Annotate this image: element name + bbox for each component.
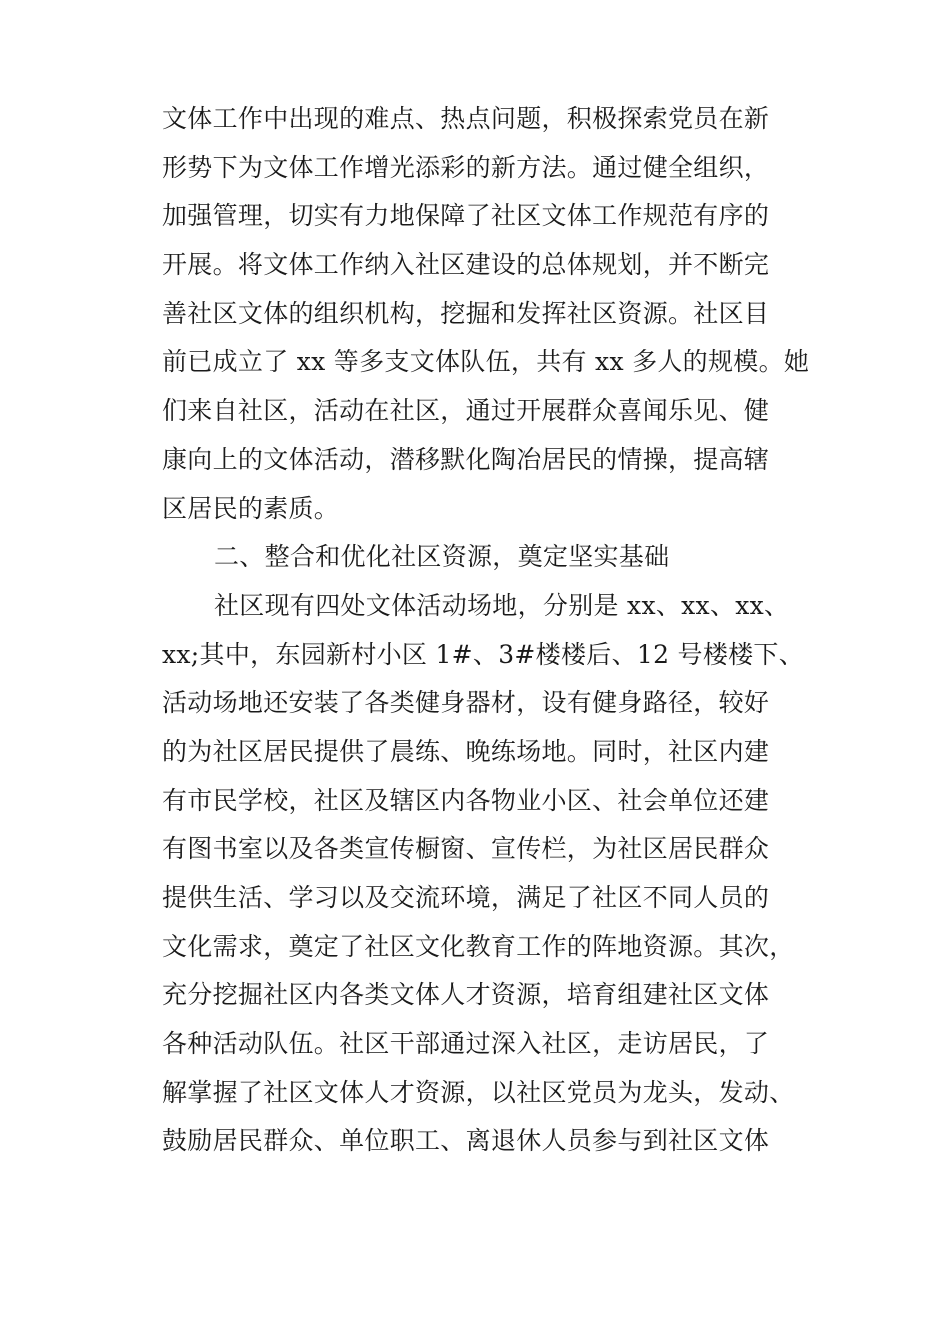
text-line: xx;其中，东园新村小区 1#、3#楼楼后、12 号楼楼下、 (162, 639, 805, 669)
text-line: 开展。将文体工作纳入社区建设的总体规划，并不断完 (162, 250, 770, 280)
text-line: 康向上的文体活动，潜移默化陶冶居民的情操，提高辖 (162, 444, 770, 474)
text-line: 的为社区居民提供了晨练、晚练场地。同时，社区内建 (162, 736, 770, 766)
text-line: 区居民的素质。 (162, 493, 340, 523)
text-line: 文体工作中出现的难点、热点问题，积极探索党员在新 (162, 104, 770, 133)
text-line: 们来自社区，活动在社区，通过开展群众喜闻乐见、健 (162, 396, 770, 426)
text-line: 形势下为文体工作增光添彩的新方法。通过健全组织， (162, 152, 770, 182)
body-text (162, 95, 810, 1166)
text-line: 充分挖掘社区内各类文体人才资源，培育组建社区文体 (162, 980, 770, 1010)
text-line: 活动场地还安装了各类健身器材，设有健身路径，较好 (162, 688, 770, 718)
text-line: 前已成立了 xx 等多支文体队伍，共有 xx 多人的规模。她 (162, 347, 810, 377)
text-line: 提供生活、学习以及交流环境，满足了社区不同人员的 (162, 883, 770, 912)
text-line: 解掌握了社区文体人才资源，以社区党员为龙头，发动、 (162, 1077, 795, 1107)
text-line: 善社区文体的组织机构，挖掘和发挥社区资源。社区目 (162, 298, 770, 328)
text-line: 有图书室以及各类宣传橱窗、宣传栏，为社区居民群众 (162, 834, 770, 864)
text-line: 各种活动队伍。社区干部通过深入社区，走访居民，了 (162, 1029, 770, 1059)
text-line: 文化需求，奠定了社区文化教育工作的阵地资源。其次， (162, 931, 795, 961)
paragraph-first-line: 社区现有四处文体活动场地，分别是 xx、xx、xx、 (214, 590, 790, 620)
text-line: 加强管理，切实有力地保障了社区文体工作规范有序的 (162, 201, 770, 231)
text-line: 有市民学校，社区及辖区内各物业小区、社会单位还建 (162, 785, 770, 815)
text-line: 鼓励居民群众、单位职工、离退休人员参与到社区文体 (162, 1126, 770, 1156)
section-heading: 二、整合和优化社区资源，奠定坚实基础 (214, 542, 670, 572)
